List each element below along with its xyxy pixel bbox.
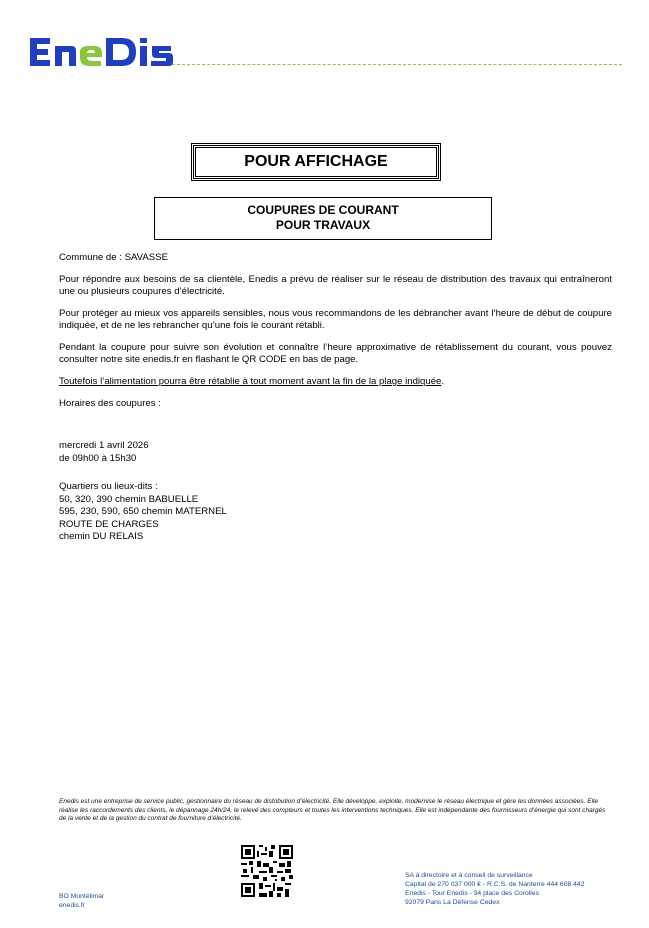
schedule-time: de 09h00 à 15h30 <box>59 452 137 464</box>
commune-value: SAVASSE <box>124 252 168 263</box>
footer-address-1: Enedis - Tour Enedis - 34 place des Corolles <box>405 890 539 897</box>
underlined-notice: Toutefois l’alimentation pourra être rétablie à tout moment avant la fin de la plage indiquée <box>59 376 442 387</box>
title-text: POUR AFFICHAGE <box>244 153 388 170</box>
enedis-logo <box>28 34 174 70</box>
areas-block <box>59 481 612 544</box>
footer-right <box>405 871 584 907</box>
footer-company-type: SA à directoire et à conseil de surveillance <box>405 872 533 879</box>
notice-line: Toutefois l’alimentation pourra être rétablie à tout moment avant la fin de la plage indiquée. <box>59 376 445 387</box>
area-item: chemin DU RELAIS <box>59 531 144 542</box>
header-divider <box>172 64 622 65</box>
schedule-label: Horaires des coupures : <box>59 398 161 409</box>
areas-label: Quartiers ou lieux-dits : <box>59 481 158 492</box>
subtitle-box <box>154 197 492 240</box>
paragraph-2: Pour protéger au mieux vos appareils sensibles, nous vous recommandons de les débrancher avant l’heure de début de coupure indiquée, et de ne les rebrancher qu’une fois le courant rétabli. <box>59 308 612 331</box>
schedule-date: mercredi 1 avril 2026 <box>59 440 149 451</box>
title-box <box>193 145 439 179</box>
paragraph-1: Pour répondre aux besoins de sa clientèle, Enedis a prévu de réaliser sur le réseau de distribution des travaux qui entraîneront une ou plusieurs coupures d’électricité. <box>59 274 612 297</box>
area-item: ROUTE DE CHARGES <box>59 518 159 530</box>
footer-office: BO Montélimar <box>59 893 105 900</box>
footer-address-2: 92079 Paris La Défense Cedex <box>405 899 500 906</box>
footer-website-link[interactable]: enedis.fr <box>59 902 86 909</box>
commune-line <box>59 252 612 264</box>
subtitle-line-2: POUR TRAVAUX <box>275 218 371 232</box>
paragraph-3: Pendant la coupure pour suivre son évolution et connaître l’heure approximative de rétablissement du courant, vous pouvez consulter notre site enedis.fr en flashant le QR CODE en bas de page. <box>59 342 612 365</box>
area-item: 50, 320, 390 chemin BABUELLE <box>59 493 199 505</box>
qr-code-icon[interactable] <box>241 845 293 897</box>
notice-content <box>59 252 612 544</box>
subtitle-line-1: COUPURES DE COURANT <box>247 203 399 217</box>
footer-capital: Capital de 270 037 000 € - R.C.S. de Nanterre 444 608 442 <box>405 881 585 888</box>
area-item: 595, 230, 590, 650 chemin MATERNEL <box>59 506 227 517</box>
legal-text: Enedis est une entreprise de service public, gestionnaire du réseau de distribution d’électricité. Elle développe, exploite, modernise le réseau électrique et gère les données associées. Elle réalise les raccordements des clients, le dépannage 24h/24, le relevé des compteurs et toutes les interventions techniques. Elle est indépendante des fournisseurs d’énergie qui sont chargés de la vente et de la gestion du contrat de fourniture d’électricité. <box>59 798 606 822</box>
commune-label: Commune de : <box>59 252 122 263</box>
schedule-block <box>59 440 612 465</box>
footer-left <box>59 892 104 910</box>
